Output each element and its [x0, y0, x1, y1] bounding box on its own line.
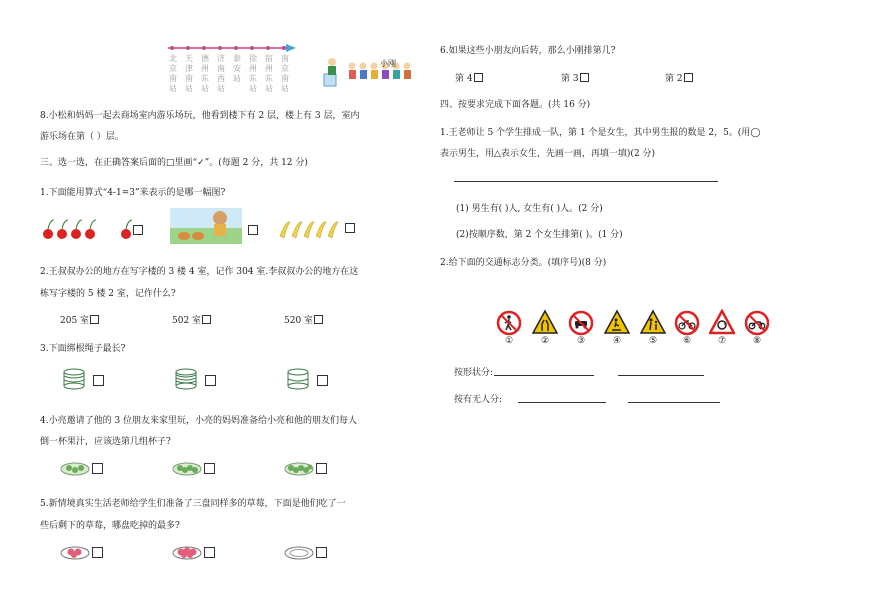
station-name: 南京南站	[281, 54, 289, 93]
station-name: 天津南站	[185, 54, 193, 93]
sign-number: ④	[612, 336, 622, 346]
sign-number: ⑧	[752, 336, 762, 346]
q3-option-3	[286, 368, 310, 393]
no-motorcycles-sign-icon	[744, 310, 770, 336]
q5-text-line2: 些后剩下的草莓，哪盘吃掉的最多?	[40, 521, 180, 531]
q5-answer-box-1[interactable]	[92, 547, 103, 558]
q6-option-2	[561, 71, 589, 84]
r2-text: 2.给下面的交通标志分类。(填序号)(8 分)	[440, 258, 607, 268]
rope-cylinder-icon	[62, 368, 86, 390]
no-bicycles-sign-icon	[674, 310, 700, 336]
q6-option-label: 第 3	[561, 74, 579, 84]
rope-cylinder-icon	[286, 368, 310, 390]
q2-option-3	[284, 313, 323, 326]
station-name: 德州东站	[201, 54, 209, 93]
q2-option-label: 502 室	[172, 316, 202, 326]
kids-line-illustration	[322, 52, 414, 88]
q6-answer-box-3[interactable]	[684, 73, 693, 82]
r1-sub2: (2)按顺序数，第 2 个女生排第( )。(1 分)	[456, 230, 623, 240]
q1-answer-box-2[interactable]	[248, 225, 258, 235]
by-shape-answer-line-2[interactable]	[618, 375, 704, 376]
r1-text-line2: 表示男生，用△表示女生，先画一画，再填一填)(2 分)	[440, 149, 656, 159]
q3-option-1	[62, 368, 86, 393]
cups-plate-icon	[284, 460, 314, 476]
r1-drawing-line[interactable]	[454, 181, 718, 182]
q4-text-line2: 倒一杯果汁，应该选第几组杯子?	[40, 437, 171, 447]
q1-text: 1.下面能用算式“4-1=3”来表示的是哪一幅图?	[40, 188, 226, 198]
q3-option-2	[174, 368, 198, 393]
empty-plate-icon	[284, 544, 314, 560]
q2-text-line1: 2.王叔叔办公的地方在写字楼的 3 楼 4 室，记作 304 室.李叔叔办公的地方在这	[40, 267, 359, 277]
q6-text: 6.如果这些小朋友向后转，那么小刚排第几?	[440, 46, 616, 56]
station-diagram	[160, 40, 295, 100]
station-name: 济南西站	[217, 54, 225, 93]
q1-answer-box-3[interactable]	[345, 223, 355, 233]
by-shape-label: 按形状分:	[454, 368, 494, 378]
r1-sub1: (1) 男生有( )人, 女生有( )人。(2 分)	[456, 204, 603, 214]
q4-option-1	[60, 460, 90, 479]
q1-option-picnic	[170, 208, 242, 247]
q6-option-label: 第 4	[455, 74, 473, 84]
by-person-label: 按有无人分:	[454, 395, 503, 405]
q6-answer-box-1[interactable]	[474, 73, 483, 82]
check-mark-icon: ✓	[197, 158, 205, 168]
roundabout-warning-sign-icon	[709, 309, 735, 335]
no-motor-vehicles-sign-icon	[568, 310, 594, 336]
q6-option-1	[455, 71, 483, 84]
narrow-road-sign-icon	[532, 309, 558, 335]
by-person-answer-line-2[interactable]	[628, 402, 720, 403]
q6-option-label: 第 2	[665, 74, 683, 84]
q2-answer-box-1[interactable]	[90, 315, 99, 324]
q2-option-1	[60, 313, 99, 326]
q4-answer-box-2[interactable]	[204, 463, 215, 474]
q5-option-3	[284, 544, 314, 563]
q1-answer-box-1[interactable]	[133, 225, 143, 235]
q2-text-line2: 栋写字楼的 5 楼 2 室，记作什么?	[40, 289, 176, 299]
q4-answer-box-3[interactable]	[316, 463, 327, 474]
r1-text-line1-content: 1.王老师让 5 个学生排成一队，第 1 个是女生，其中男生报的数是 2，5。(用	[440, 128, 751, 138]
q3-answer-box-3[interactable]	[317, 375, 328, 386]
station-name: 宿州东站	[265, 54, 273, 93]
q5-option-2	[172, 544, 202, 563]
q5-answer-box-3[interactable]	[316, 547, 327, 558]
q8-text-line2: 游乐场在第（ ）层。	[40, 132, 124, 142]
q3-answer-box-1[interactable]	[93, 375, 104, 386]
no-pedestrians-sign-icon	[496, 310, 522, 336]
cups-plate-icon	[172, 460, 202, 476]
sign-number: ①	[504, 336, 514, 346]
by-shape-answer-line-1[interactable]	[494, 375, 594, 376]
section3-title-start: 三、选一选，在正确答案后面的□里画“	[40, 158, 198, 168]
q5-option-1	[60, 544, 90, 563]
q2-answer-box-2[interactable]	[202, 315, 211, 324]
q4-option-3	[284, 460, 314, 479]
station-name: 泰安站	[233, 54, 241, 83]
picnic-scene-icon	[170, 208, 242, 244]
sign-number: ⑦	[717, 336, 727, 346]
q8-text-line1: 8.小松和妈妈一起去商场室内游乐场玩，他看到楼下有 2 层，楼上有 3 层，室内	[40, 111, 360, 121]
cups-plate-icon	[60, 460, 90, 476]
r1-text-line1	[440, 125, 760, 138]
q3-answer-box-2[interactable]	[205, 375, 216, 386]
q2-option-2	[172, 313, 211, 326]
q5-answer-box-2[interactable]	[204, 547, 215, 558]
q6-answer-box-2[interactable]	[580, 73, 589, 82]
sign-number: ⑥	[682, 336, 692, 346]
by-person-answer-line-1[interactable]	[518, 402, 606, 403]
section4-title: 四、按要求完成下面各题。(共 16 分)	[440, 100, 591, 110]
q6-option-3	[665, 71, 693, 84]
q4-text-line1: 4.小亮邀请了他的 3 位朋友来家里玩，小亮的妈妈准备给小亮和他的朋友们每人	[40, 416, 358, 426]
rope-cylinder-icon	[174, 368, 198, 390]
section3-title	[40, 155, 308, 168]
sign-number: ⑤	[648, 336, 658, 346]
q1-option-bananas	[278, 218, 344, 243]
bananas-icon	[278, 218, 344, 240]
strawberry-plate-icon	[172, 544, 202, 560]
q2-option-label: 205 室	[60, 316, 90, 326]
sign-number: ②	[540, 336, 550, 346]
q5-text-line1: 5.新情境真实生活老师给学生们准备了三盘同样多的草莓，下面是他们吃了一	[40, 499, 346, 509]
section3-title-end: ”。(每题 2 分，共 12 分)	[204, 158, 308, 168]
strawberry-plate-icon	[60, 544, 90, 560]
xiaogang-label: 小刚	[380, 59, 396, 68]
children-crossing-sign-icon	[640, 309, 666, 335]
q2-option-label: 520 室	[284, 316, 314, 326]
road-work-sign-icon	[604, 309, 630, 335]
q4-answer-box-1[interactable]	[92, 463, 103, 474]
circle-icon: ◯	[750, 128, 761, 138]
station-name: 徐州东站	[249, 54, 257, 93]
q4-option-2	[172, 460, 202, 479]
sign-number: ③	[576, 336, 586, 346]
q2-answer-box-3[interactable]	[314, 315, 323, 324]
station-name: 北京南站	[169, 54, 177, 93]
q3-text: 3.下面绑根绳子最长?	[40, 344, 126, 354]
